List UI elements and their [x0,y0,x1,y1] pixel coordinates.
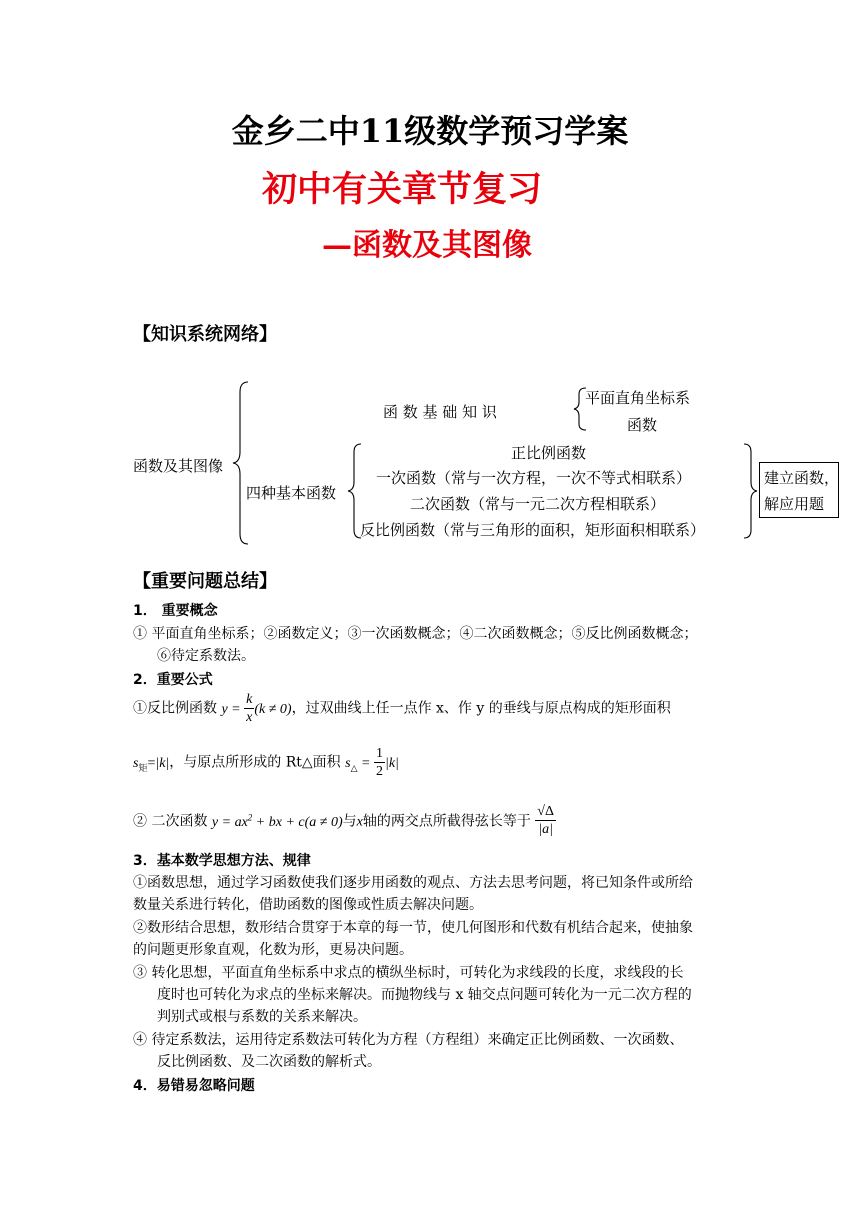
application-box-line2: 解应用题 [764,495,825,513]
network-branch-four-functions: 四种基本函数 [246,484,337,502]
quadratic-expression: $y = ax^2$ + bx + c(a ≠ 0) [211,811,343,830]
formula-inverse-suffix: ，过双曲线上任一点作 x、作 y 的垂线与原点构成的矩形面积 [291,700,671,717]
network-item-coordinate-system: 平面直角坐标系 [585,389,691,407]
network-item-linear: 一次函数（常与一次方程，一次不等式相联系） [376,469,692,487]
method-3-line-1: ③ 转化思想，平面直角坐标系中求点的横纵坐标时，可转化为求线段的长度，求线段的长 [133,965,684,981]
heading-methods: 3．基本数学思想方法、规律 [133,853,311,869]
network-item-inverse: 反比例函数（常与三角形的面积，矩形面积相联系） [360,521,706,539]
heading-concepts: 1． 重要概念 [133,603,218,619]
formula-quadratic-prefix: ② 二次函数 [133,813,208,830]
x-variable: x [356,814,363,830]
network-item-proportional: 正比例函数 [511,444,587,462]
method-4-line-1: ④ 待定系数法，运用待定系数法可转化为方程（方程组）来确定正比例函数、一次函数、 [133,1032,684,1048]
page-title: 金乡二中11级数学预习学案 [231,112,629,150]
section-heading-network: 【知识系统网络】 [133,324,277,345]
triangle-area-expression: $s_\triangle$ = $\frac{1}{2}$ |k| [345,746,399,779]
formula-quadratic-line [133,804,556,839]
formula-quadratic-mid: 与 [342,813,357,830]
method-3-line-2: 度时也可转化为求点的坐标来解决。而抛物线与 x 轴交点问题可转化为一元二次方程的 [157,987,692,1003]
application-box [759,462,839,518]
network-root: 函数及其图像 [133,457,224,475]
method-4-line-2: 反比例函数、及二次函数的解析式。 [157,1054,381,1070]
application-box-line1: 建立函数， [764,469,840,487]
network-item-quadratic: 二次函数（常与一元二次方程相联系） [410,495,666,513]
concepts-line-2: ⑥待定系数法。 [157,648,255,664]
formula-inverse-expression: y = $\frac{k}{x}$ (k ≠ 0) [221,692,292,725]
root-brace [233,382,248,544]
formula-inverse-line [133,692,671,727]
functions-brace-right [744,444,757,538]
network-item-function: 函数 [627,416,658,434]
network-branch-basics: 函 数 基 础 知 识 [383,403,497,421]
method-3-line-3: 判别式或根与系数的关系来解决。 [157,1009,367,1025]
heading-formulas: 2．重要公式 [133,672,213,688]
method-1-line-1: ①函数思想，通过学习函数使我们逐步用函数的观点、方法去思考问题，将已知条件或所给 [133,875,693,891]
formula-area-mid: ，与原点所形成的 Rt△面积 [169,754,341,771]
page-subtitle: 初中有关章节复习 [262,169,543,210]
chord-length-expression: $\frac{√\Delta}{|a|}$ [537,804,554,837]
heading-pitfalls: 4．易错易忽略问题 [133,1078,255,1094]
concepts-line-1: ① 平面直角坐标系；②函数定义；③一次函数概念；④二次函数概念；⑤反比例函数概念； [133,626,698,642]
section-heading-summary: 【重要问题总结】 [133,571,277,592]
formula-quadratic-suffix: 轴的两交点所截得弦长等于 [362,813,531,830]
rect-area-expression: $s_矩=|k|$ [133,755,170,773]
page-topic: —函数及其图像 [322,228,532,263]
method-2-line-2: 的问题更形象直观，化数为形，更易决问题。 [133,942,413,958]
method-2-line-1: ②数形结合思想，数形结合贯穿于本章的每一节，使几何图形和代数有机结合起来，使抽象 [133,920,693,936]
formula-area-line [133,746,399,781]
method-1-line-2: 数量关系进行转化，借助函数的图像或性质去解决问题。 [133,897,483,913]
formula-inverse-prefix: ①反比例函数 [133,700,217,717]
